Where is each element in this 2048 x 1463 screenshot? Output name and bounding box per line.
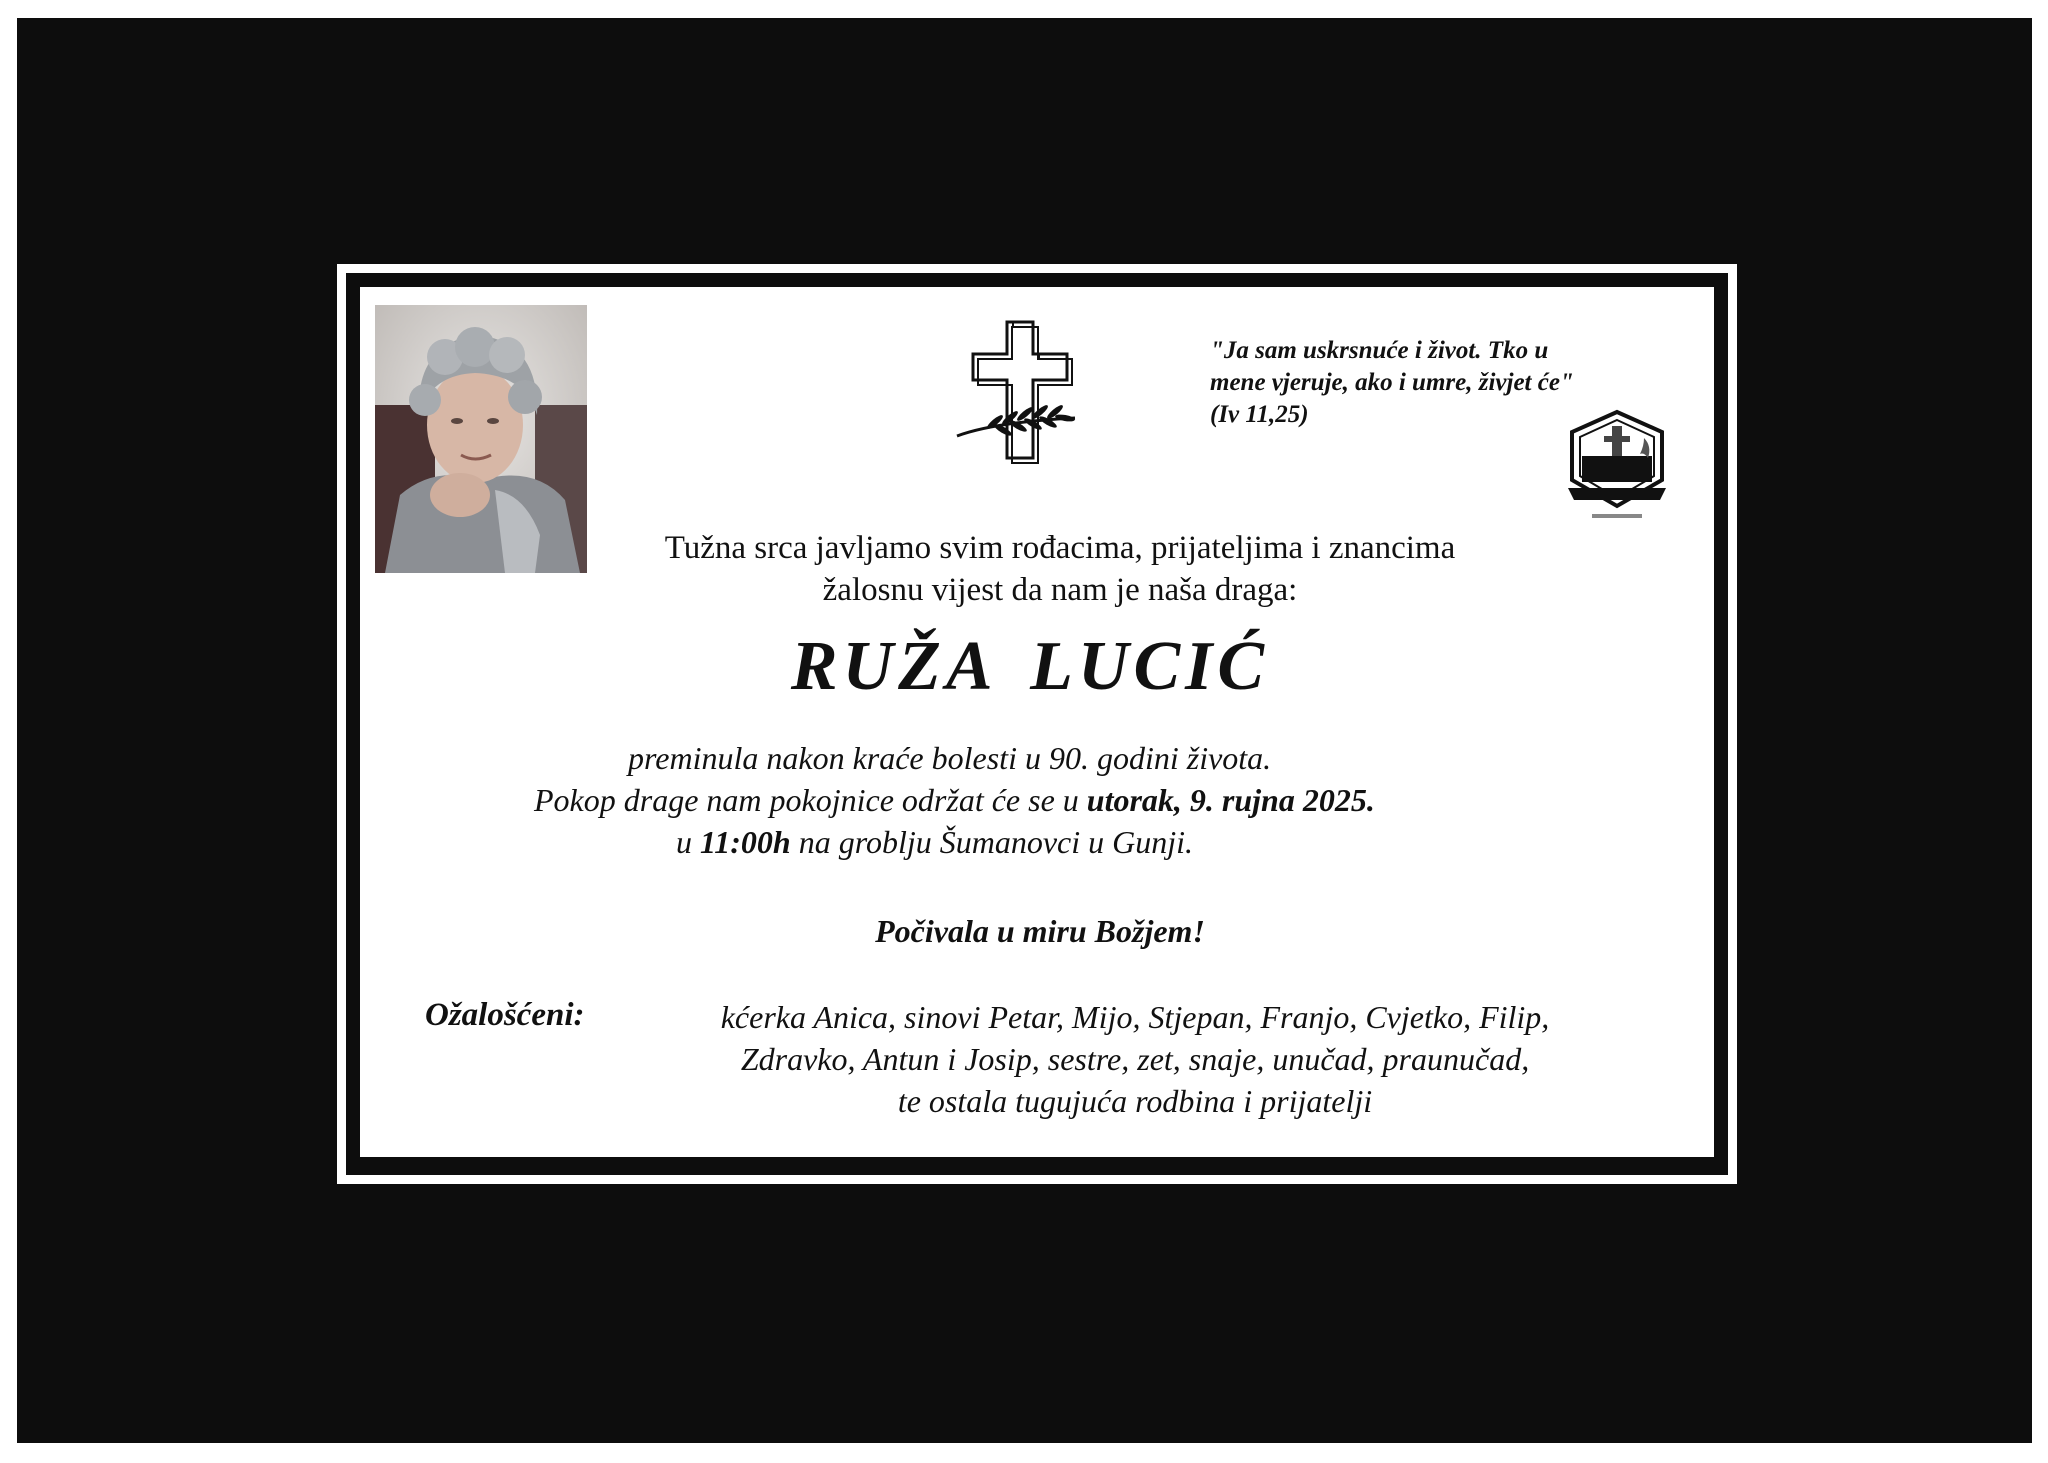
death-details: [500, 737, 1650, 863]
funeral-time: 11:00h: [700, 824, 791, 860]
mourners-line-2: Zdravko, Antun i Josip, sestre, zet, snaje, unučad, praunučad,: [740, 1041, 1530, 1077]
death-line-1: preminula nakon kraće bolesti u 90. godini života.: [628, 740, 1272, 776]
funeral-time-line: [500, 821, 1650, 863]
portrait-photo: [375, 305, 587, 573]
intro-line-1: Tužna srca javljamo svim rođacima, prijateljima i znancima: [664, 530, 1456, 566]
rest-in-peace: Počivala u miru Božjem!: [875, 913, 1205, 949]
funeral-time-pre: u: [676, 824, 700, 860]
bible-quote: [1210, 335, 1620, 431]
deceased-name: RUŽA LUCIĆ: [790, 628, 1270, 705]
quote-line-3: (Iv 11,25): [1210, 401, 1309, 428]
funeral-line-text: Pokop drage nam pokojnice održat će se u: [534, 782, 1087, 818]
funeral-date: utorak, 9. rujna 2025.: [1086, 782, 1375, 818]
mourners-label: Ožalošćeni:: [425, 997, 585, 1033]
mourners-line-1: kćerka Anica, sinovi Petar, Mijo, Stjepan, Franjo, Cvjetko, Filip,: [720, 999, 1550, 1035]
funeral-place: na groblju Šumanovci u Gunji.: [790, 824, 1194, 860]
intro-text: [560, 527, 1560, 611]
cross-icon: [955, 318, 1105, 468]
osmrtnice-seal-logo: [1562, 408, 1672, 528]
quote-line-1: "Ja sam uskrsnuće i život. Tko u: [1210, 337, 1549, 364]
mourners-line-3: te ostala tugujuća rodbina i prijatelji: [897, 1083, 1373, 1119]
quote-line-2: mene vjeruje, ako i umre, živjet će": [1210, 369, 1574, 396]
intro-line-2: žalosnu vijest da nam je naša draga:: [822, 572, 1298, 608]
mourners-list: [620, 996, 1650, 1122]
funeral-line: [500, 779, 1650, 821]
